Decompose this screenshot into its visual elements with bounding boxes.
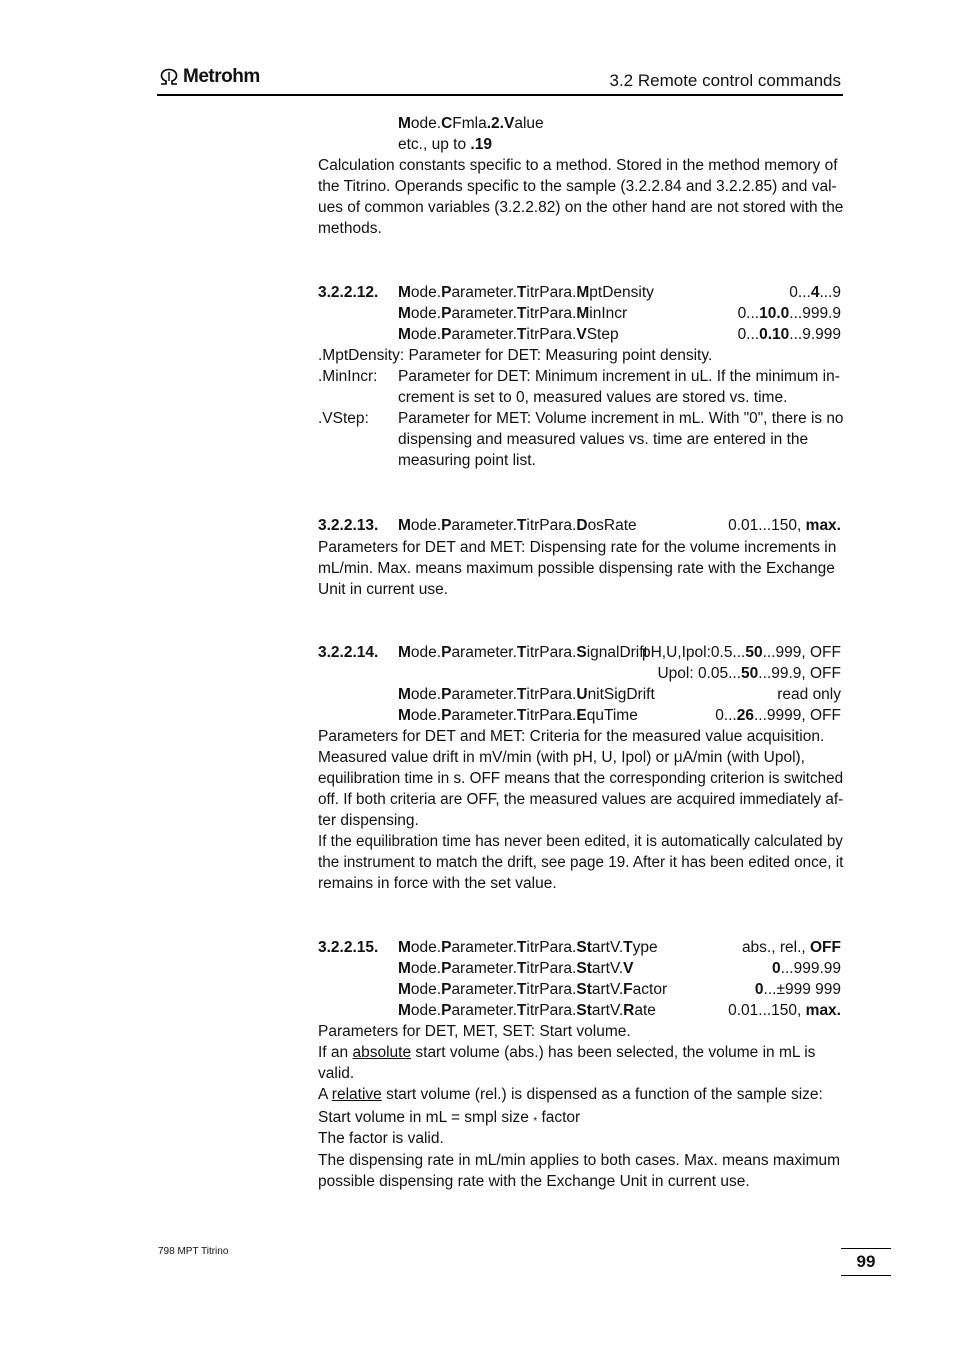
command-name: Mode.Parameter.TitrPara.MinIncr bbox=[398, 305, 628, 322]
intro-desc-line: the Titrino. Operands specific to the sample (3.2.2.84 and 3.2.2.85) and val- bbox=[318, 178, 837, 195]
metrohm-logo bbox=[158, 66, 260, 88]
command-name: Mode.Parameter.TitrPara.StartV.Type bbox=[398, 939, 658, 956]
param-desc: measuring point list. bbox=[398, 452, 536, 469]
command-range: 0...10.0...999.9 bbox=[737, 305, 841, 322]
command-range: abs., rel., OFF bbox=[741, 939, 841, 956]
omega-logo-icon bbox=[158, 68, 180, 86]
intro-command-range: etc., up to .19 bbox=[398, 136, 492, 153]
command-range: read only bbox=[777, 686, 841, 703]
param-desc: Parameter for MET: Volume increment in mL. With "0", there is no bbox=[398, 410, 844, 427]
logo-text: Metrohm bbox=[183, 66, 260, 87]
section-desc-line: possible dispensing rate with the Exchange Unit in current use. bbox=[318, 1173, 750, 1190]
command-name: Mode.Parameter.TitrPara.UnitSigDrift bbox=[398, 686, 655, 703]
command-range: 0...999.99 bbox=[772, 960, 841, 977]
section-desc-line: Parameters for DET and MET: Dispensing rate for the volume increments in bbox=[318, 539, 837, 556]
page-number: 99 bbox=[856, 1252, 876, 1271]
section-desc-line: valid. bbox=[318, 1065, 355, 1082]
command-range: 0...4...9 bbox=[789, 284, 841, 301]
section-desc-line: Unit in current use. bbox=[318, 581, 449, 598]
section-number: 3.2.2.12. bbox=[318, 284, 379, 301]
section-desc-line: equilibration time in s. OFF means that the corresponding criterion is switched bbox=[318, 770, 844, 787]
section-number: 3.2.2.13. bbox=[318, 517, 379, 534]
command-range: 0.01...150, max. bbox=[728, 517, 841, 534]
command-range: 0.01...150, max. bbox=[728, 1002, 841, 1019]
param-label: .VStep: bbox=[318, 410, 369, 427]
product-name: 798 MPT Titrino bbox=[158, 1246, 229, 1257]
section-desc-line: Parameters for DET, MET, SET: Start volume. bbox=[318, 1023, 631, 1040]
section-desc-line: ter dispensing. bbox=[318, 812, 419, 829]
command-name: Mode.Parameter.TitrPara.StartV.Factor bbox=[398, 981, 668, 998]
command-range: 0...26...9999, OFF bbox=[715, 707, 841, 724]
command-name: Mode.Parameter.TitrPara.DosRate bbox=[398, 517, 637, 534]
section-desc-line: off. If both criteria are OFF, the measured values are acquired immediately af- bbox=[318, 791, 844, 808]
section-desc-line: mL/min. Max. means maximum possible dispensing rate with the Exchange bbox=[318, 560, 835, 577]
section-desc-line: the instrument to match the drift, see page 19. After it has been edited once, it bbox=[318, 854, 844, 871]
command-name: Mode.Parameter.TitrPara.VStep bbox=[398, 326, 619, 343]
section-desc-line: remains in force with the set value. bbox=[318, 875, 557, 892]
command-name: Mode.Parameter.TitrPara.EquTime bbox=[398, 707, 638, 724]
section-desc-line: The dispensing rate in mL/min applies to both cases. Max. means maximum bbox=[318, 1152, 841, 1169]
command-range: Upol: 0.05...50...99.9, OFF bbox=[657, 665, 841, 682]
page-number-rule-bottom bbox=[841, 1275, 891, 1276]
command-name: Mode.Parameter.TitrPara.StartV.V bbox=[398, 960, 634, 977]
section-desc-line: If an absolute start volume (abs.) has been selected, the volume in mL is bbox=[318, 1044, 816, 1061]
command-name: Mode.Parameter.TitrPara.StartV.Rate bbox=[398, 1002, 656, 1019]
command-range: 0...±999 999 bbox=[754, 981, 841, 998]
page-number-rule-top bbox=[841, 1248, 891, 1249]
section-number: 3.2.2.14. bbox=[318, 644, 379, 661]
command-name: Mode.Parameter.TitrPara.MptDensity bbox=[398, 284, 654, 301]
intro-desc-line: Calculation constants specific to a method. Stored in the method memory of bbox=[318, 157, 838, 174]
intro-desc-line: ues of common variables (3.2.2.82) on the other hand are not stored with the bbox=[318, 199, 844, 216]
section-desc-line: Parameters for DET and MET: Criteria for the measured value acquisition. bbox=[318, 728, 825, 745]
section-desc-line: If the equilibration time has never been edited, it is automatically calculated by bbox=[318, 833, 843, 850]
section-desc-line: A relative start volume (rel.) is dispensed as a function of the sample size: bbox=[318, 1086, 823, 1103]
section-title: 3.2 Remote control commands bbox=[609, 71, 841, 90]
param-desc: Parameter for DET: Minimum increment in uL. If the minimum in- bbox=[398, 368, 840, 385]
param-desc: dispensing and measured values vs. time are entered in the bbox=[398, 431, 809, 448]
formula: Start volume in mL = smpl size * factor bbox=[318, 1109, 581, 1127]
param-desc: .MptDensity: Parameter for DET: Measuring point density. bbox=[318, 347, 713, 364]
param-desc: crement is set to 0, measured values are stored vs. time. bbox=[398, 389, 788, 406]
section-desc-line: The factor is valid. bbox=[318, 1130, 444, 1147]
header-divider bbox=[157, 94, 843, 96]
section-desc-line: Measured value drift in mV/min (with pH, U, Ipol) or μA/min (with Upol), bbox=[318, 749, 805, 766]
intro-command: Mode.CFmla.2.Value bbox=[398, 115, 544, 132]
section-number: 3.2.2.15. bbox=[318, 939, 379, 956]
command-range: 0...0.10...9.999 bbox=[737, 326, 841, 343]
command-range: pH,U,Ipol:0.5...50...999, OFF bbox=[641, 644, 841, 661]
intro-desc-line: methods. bbox=[318, 220, 382, 237]
command-name: Mode.Parameter.TitrPara.SignalDrift bbox=[398, 644, 648, 661]
param-label: .MinIncr: bbox=[318, 368, 378, 385]
